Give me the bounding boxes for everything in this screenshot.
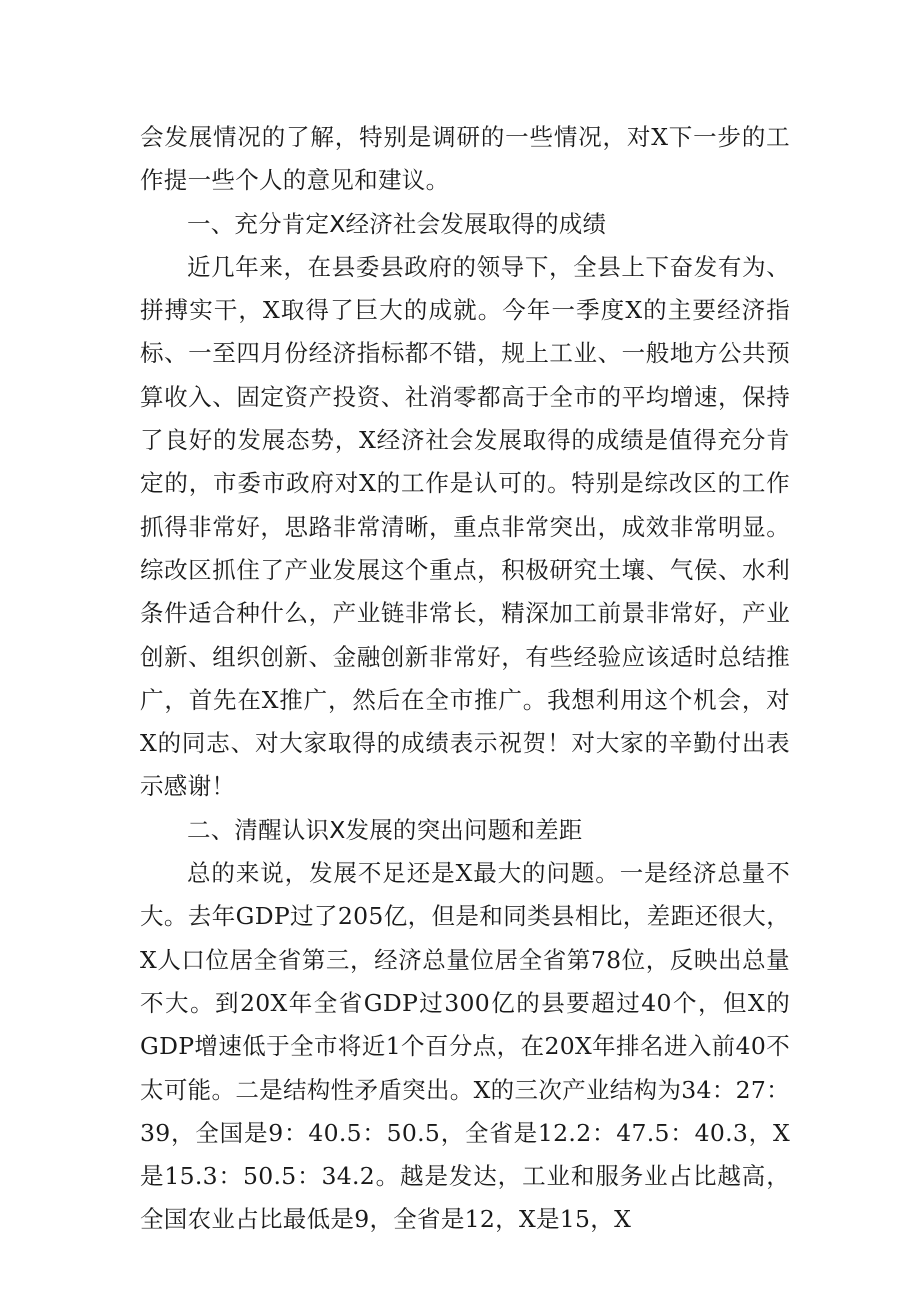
document-body	[140, 116, 790, 1242]
intro-paragraph: 会发展情况的了解，特别是调研的一些情况，对X下一步的工作提一些个人的意见和建议。	[140, 123, 790, 195]
section-heading-1: 一、充分肯定X经济社会发展取得的成绩	[187, 209, 607, 238]
section-1-paragraph: 近几年来，在县委县政府的领导下，全县上下奋发有为、拼搏实干，X取得了巨大的成就。今年一季度X的主要经济指标、一至四月份经济指标都不错，规上工业、一般地方公共预算收入、固定资产投资、社消零都高于全市的平均增速，保持了良好的发展态势，X经济社会发展取得的成绩是值得充分肯定的，市委市政府对X的工作是认可的。特别是综改区的工作抓得非常好，思路非常清晰，重点非常突出，成效非常明显。综改区抓住了产业发展这个重点，积极研究土壤、气侯、水利条件适合种什么，产业链非常长，精深加工前景非常好，产业创新、组织创新、金融创新非常好，有些经验应该适时总结推广，首先在X推广，然后在全市推广。我想利用这个机会，对X的同志、对大家取得的成绩表示祝贺！对大家的辛勤付出表示感谢！	[140, 252, 790, 801]
section-2-paragraph: 总的来说，发展不足还是X最大的问题。一是经济总量不大。去年GDP过了205亿，但是和同类县相比，差距还很大，X人口位居全省第三，经济总量位居全省第78位，反映出总量不大。到20X年全省GDP过300亿的县要超过40个，但X的GDP增速低于全市将近1个百分点，在20X年排名进入前40不太可能。二是结构性矛盾突出。X的三次产业结构为34：27：39，全国是9：40.5：50.5，全省是12.2：47.5：40.3，X是15.3：50.5：34.2。越是发达，工业和服务业占比越高，全国农业占比最低是9，全省是12，X是15，X	[140, 859, 790, 1234]
section-heading-2: 二、清醒认识X发展的突出问题和差距	[187, 815, 583, 844]
